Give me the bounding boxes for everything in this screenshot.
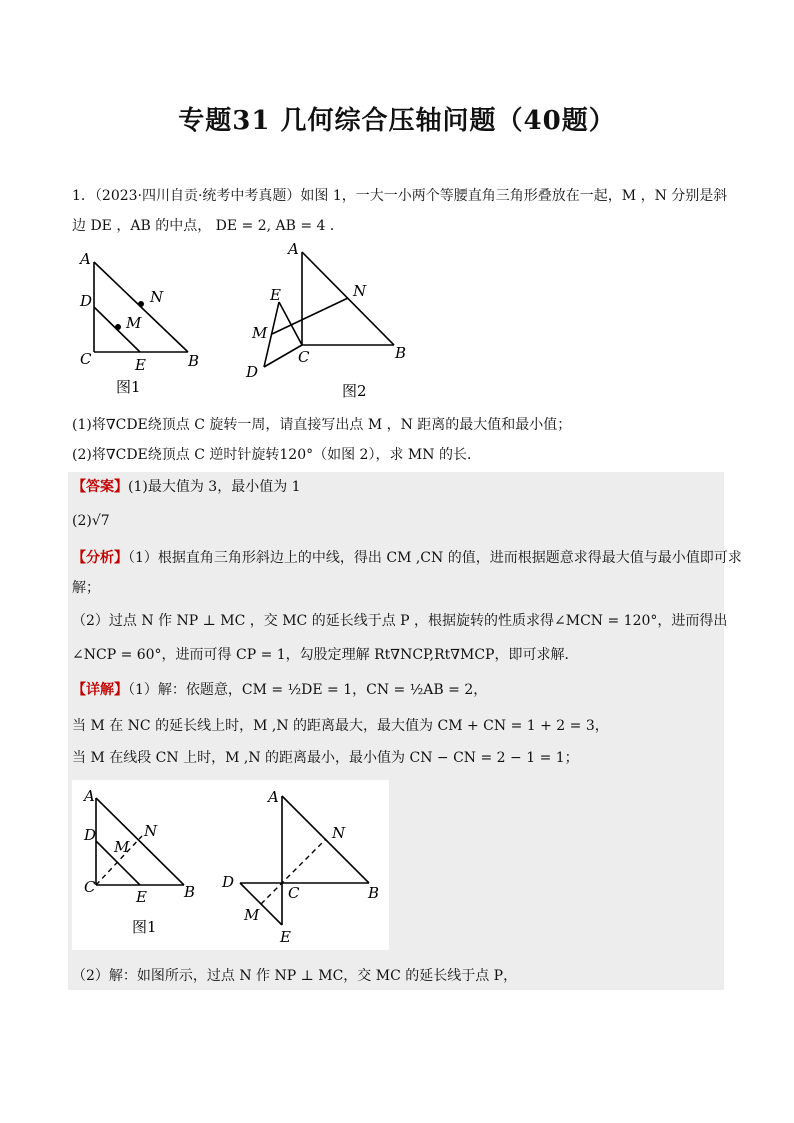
detail-line-3: 当 M 在线段 CN 上时，M ,N 的距离最小，最小值为 CN − CN = 2 − 1 = 1；: [72, 750, 579, 766]
point-m-fig1: [115, 324, 121, 330]
detail-line-1: [72, 680, 487, 700]
label-a2: A: [288, 240, 299, 258]
detail-text-1: （1）解：依题意，CM = ½DE = 1，CN = ½AB = 2，: [128, 682, 488, 698]
question-1: (1)将∇CDE绕顶点 C 旋转一周，请直接写出点 M ，N 距离的最大值和最小值；: [72, 417, 572, 433]
sol-label-m: M: [114, 838, 130, 856]
sol2-label-e: E: [280, 928, 291, 946]
sol-label-n: N: [144, 822, 158, 840]
sol2-label-m: M: [244, 906, 260, 924]
problem-line-2: 边 DE ，AB 的中点， DE = 2, AB = 4 ．: [72, 218, 344, 234]
analysis-text-1: （1）根据直角三角形斜边上的中线，得出 CM ,CN 的值，进而根据题意求得最大值与最小值即可求: [128, 550, 742, 566]
analysis-line-1: [72, 548, 742, 568]
figure-1-caption: 图1: [116, 378, 141, 396]
solution-figures: [72, 780, 389, 950]
sol2-label-b: B: [368, 884, 380, 902]
detail-line-4: （2）解：如图所示，过点 N 作 NP ⊥ MC，交 MC 的延长线于点 P，: [72, 968, 518, 984]
label-m2: M: [252, 324, 268, 342]
figure-2-caption: 图2: [342, 382, 367, 400]
label-b2: B: [395, 344, 407, 362]
label-c2: C: [298, 348, 310, 366]
sol-label-a: A: [84, 787, 95, 805]
analysis-line-4: ∠NCP = 60°，进而可得 CP = 1，勾股定理解 Rt∇NCP,Rt∇MCP，即可求解．: [72, 647, 579, 663]
label-a: A: [80, 250, 91, 268]
label-e: E: [135, 356, 146, 374]
label-c: C: [80, 350, 92, 368]
question-2: (2)将∇CDE绕顶点 C 逆时针旋转120°（如图 2），求 MN 的长．: [72, 447, 481, 463]
label-e2: E: [270, 286, 281, 304]
answer-2: (2)√7: [72, 513, 110, 529]
analysis-line-2: 解；: [72, 580, 100, 596]
label-d: D: [80, 292, 93, 310]
answer-1: (1)最大值为 3，最小值为 1: [128, 479, 301, 495]
sol2-label-n: N: [332, 824, 346, 842]
problem-line-1: 1．（2023·四川自贡·统考中考真题）如图 1，一大一小两个等腰直角三角形叠放在一起，M ，N 分别是斜: [72, 188, 728, 204]
figure-2: [264, 252, 394, 367]
solution-figure-caption: 图1: [132, 918, 157, 936]
label-b: B: [188, 352, 200, 370]
analysis-tag: 【分析】: [72, 550, 128, 566]
sol-label-e: E: [136, 888, 147, 906]
sol2-label-d: D: [222, 873, 235, 891]
label-n: N: [150, 288, 164, 306]
label-n2: N: [353, 282, 367, 300]
answer-tag: 【答案】: [72, 479, 128, 495]
sol2-label-c: C: [288, 884, 300, 902]
sol-label-b: B: [184, 883, 196, 901]
sol2-label-a: A: [268, 788, 279, 806]
page-title: 专题31 几何综合压轴问题（40题）: [178, 106, 616, 136]
detail-tag: 【详解】: [72, 682, 128, 698]
sol-label-c: C: [84, 878, 96, 896]
answer-line-1: [72, 477, 301, 497]
label-m: M: [126, 314, 142, 332]
analysis-line-3: （2）过点 N 作 NP ⊥ MC ，交 MC 的延长线于点 P ，根据旋转的性质求得∠MCN = 120°，进而得出: [72, 613, 728, 629]
label-d2: D: [246, 363, 259, 381]
detail-line-2: 当 M 在 NC 的延长线上时，M ,N 的距离最大，最大值为 CM + CN = 1 + 2 = 3，: [72, 718, 609, 734]
problem-figures: [72, 240, 432, 405]
point-n-fig1: [138, 301, 144, 307]
sol-label-d: D: [84, 826, 97, 844]
